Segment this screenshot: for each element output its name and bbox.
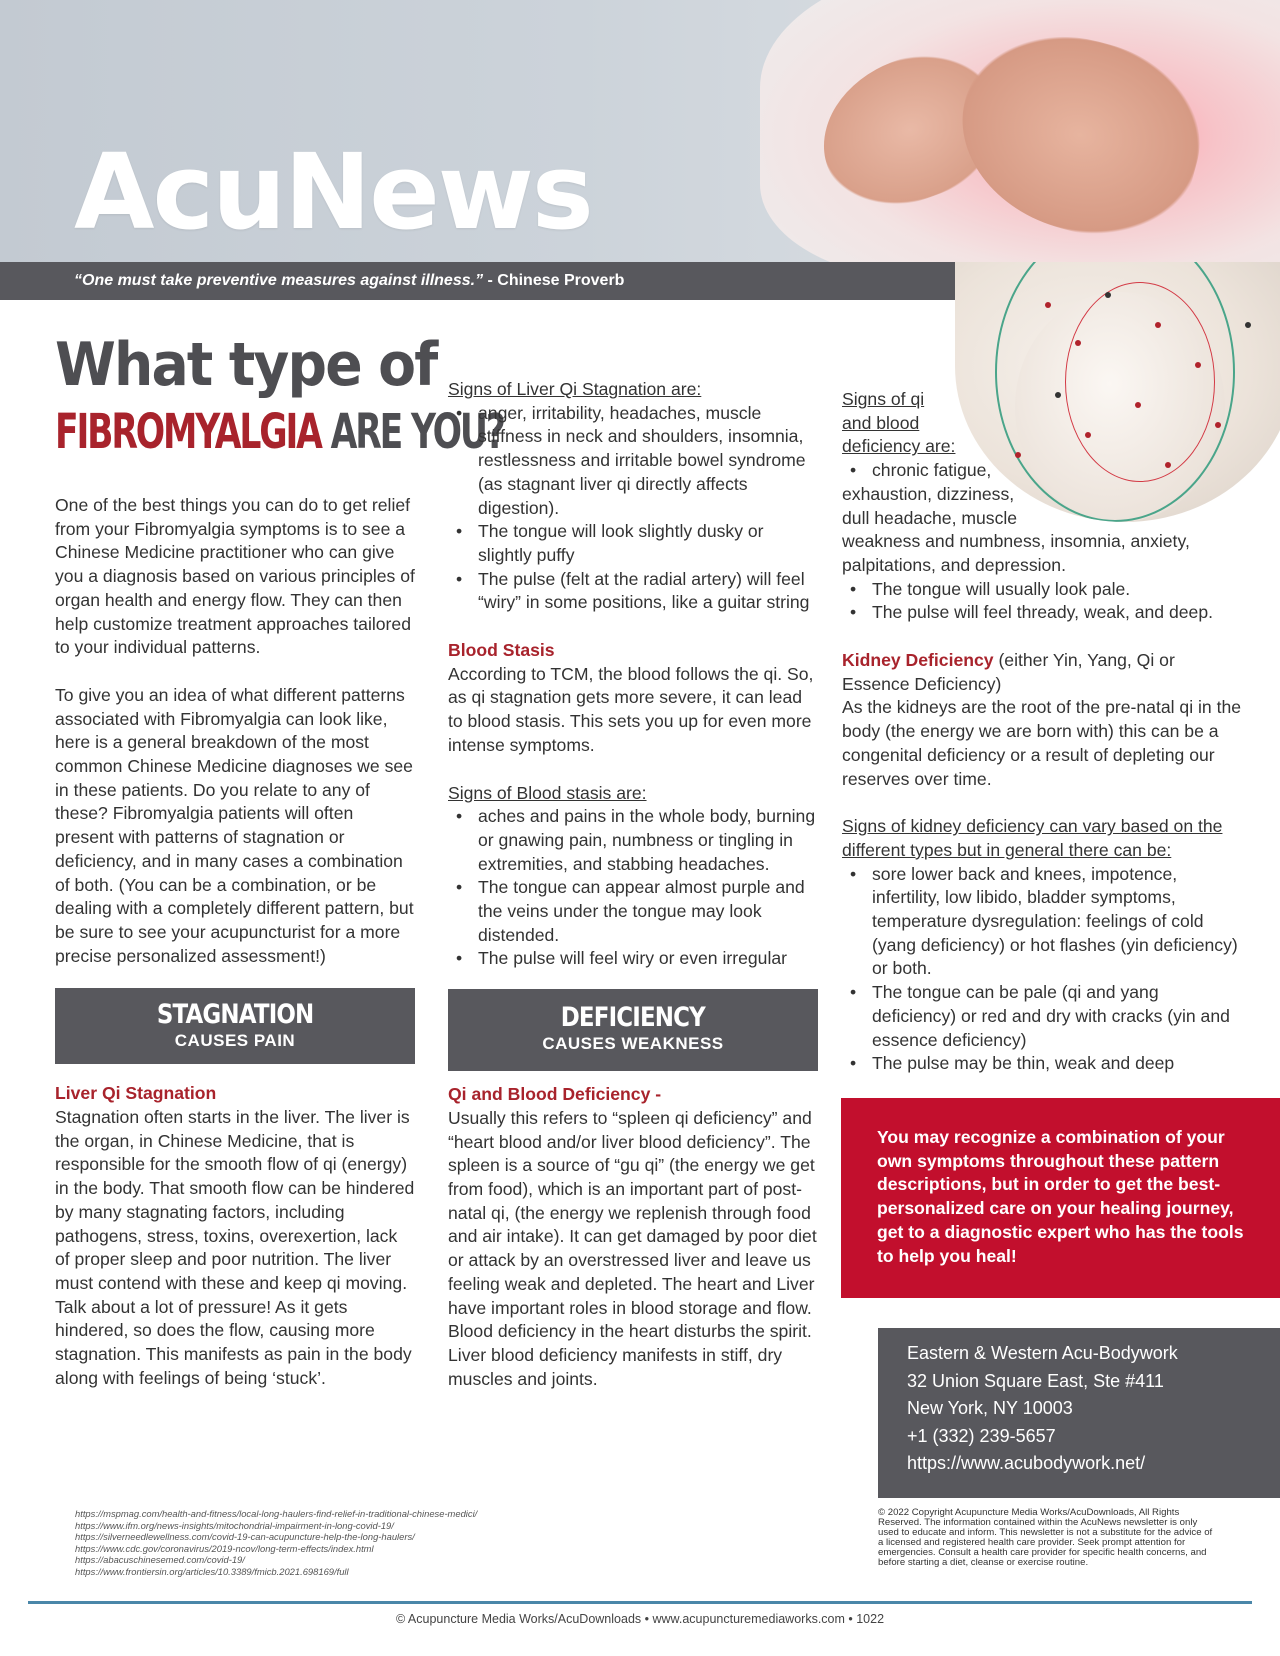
clinic-address-line1: 32 Union Square East, Ste #411 bbox=[907, 1370, 1164, 1391]
intro-paragraph-2: To give you an idea of what different patterns associated with Fibromyalgia can look like, here is a general breakdown of the most common Chinese Medicine diagnoses we see in these patients. Do you relate to any of these? Fibromyalgia patients will often present with patterns of stagnation or deficiency, and in many cases a combination of both. (You can be a combination, or be dealing with a completely different pattern, but be sure to see your acupuncturist for a more precise personalized assessment!) bbox=[55, 684, 414, 966]
hero-banner bbox=[0, 0, 1280, 262]
newsletter-title: AcuNews bbox=[74, 131, 592, 253]
footer-text: © Acupuncture Media Works/AcuDownloads • www.acupuncturemediaworks.com • 1022 bbox=[395, 1612, 885, 1626]
list-item: • aches and pains in the whole body, burning or gnawing pain, numbness or tingling in extremities, and stabbing headaches. bbox=[448, 805, 818, 876]
clinic-website-link[interactable]: https://www.acubodywork.net/ bbox=[907, 1453, 1146, 1473]
qi-blood-deficiency-body: Usually this refers to “spleen qi deficiency” and “heart blood and/or liver blood deficiency”. The spleen is a source of “gu qi” (the energy we get from food), which is an important part of post-natal qi, (the energy we replenish through food and air intake). It can get damaged by poor diet or attack by an overstressed liver and leave us feeling weak and depleted. The heart and Liver have important roles in blood storage and flow. Blood deficiency in the heart disturbs the spirit. Liver blood deficiency manifests in stiff, dry muscles and joints. bbox=[448, 1107, 817, 1389]
blood-stasis-body: According to TCM, the blood follows the qi. So, as qi stagnation gets more severe, it can lead to blood stasis. This sets you up for even more intense symptoms. bbox=[448, 663, 814, 755]
list-item: • The pulse may be thin, weak and deep bbox=[842, 1052, 1242, 1076]
column-right: Signs of qi and blood deficiency are: • chronic fatigue, exhaustion, dizziness, dull headache, muscle weakness and numbness, insomnia, anxiety, palpitations, and depression. • The tongue will usually look pale. • The pulse will feel thready, weak, and deep. Kidney Deficiency (either Yin, Yang, Qi or Essence Deficiency) As the kidneys are the root of the pre-natal qi in the body (the energy we are born with) this can be a congenital deficiency or a result of depleting our reserves over time. Signs of kidney deficiency can vary based on the different types but in general there can be: • sore lower back and knees, impotence, infertility, low libido, bladder symptoms, temperature dysregulation: feelings of cold (yang deficiency) or hot flashes (yin deficiency) or both. • The tongue can be pale (qi and yang deficiency) or red and dry with cracks (yin and essence deficiency) • The pulse may be thin, weak and deep bbox=[842, 388, 1242, 1076]
kidney-signs-heading: Signs of kidney deficiency can vary based on the different types but in general there can be: bbox=[842, 816, 1223, 860]
copyright-notice: © 2022 Copyright Acupuncture Media Works/AcuDownloads, All Rights Reserved. The information contained within the AcuNews newsletter is only used to educate and inform. This newsletter is not a substitute for the advice of a licensed and registered health care provider. Seek prompt attention for emergencies. Consult a health care provider for specific health concerns, and before starting a diet, cleanse or exercise routine. bbox=[878, 1507, 1213, 1568]
reference-link[interactable]: https://silverneedlewellness.com/covid-19-can-acupuncture-help-the-long-haulers/ bbox=[75, 1531, 415, 1542]
column-middle bbox=[448, 378, 818, 1391]
deficiency-banner: DEFICIENCY CAUSES WEAKNESS bbox=[448, 989, 818, 1071]
contact-box bbox=[878, 1328, 1280, 1498]
clinic-address-line2: New York, NY 10003 bbox=[907, 1398, 1073, 1418]
reference-link[interactable]: https://abacuschinesemed.com/covid-19/ bbox=[75, 1554, 245, 1565]
blood-stasis-heading: Blood Stasis bbox=[448, 640, 555, 661]
headline-line2: FIBROMYALGIA ARE YOU? bbox=[55, 404, 504, 460]
liver-qi-body: Stagnation often starts in the liver. The liver is the organ, in Chinese Medicine, that is responsible for the smooth flow of qi (energy) in the body. That smooth flow can be hindered by many stagnating factors, including pathogens, stress, toxins, overexertion, lack of proper sleep and poor nutrition. The liver must contend with these and keep qi moving. Talk about a lot of pressure! As it gets hindered, so does the flow, causing more stagnation. This manifests as pain in the body along with feelings of being ‘stuck’. bbox=[55, 1107, 415, 1388]
list-item: • The tongue can appear almost purple and the veins under the tongue may look distended. bbox=[448, 876, 818, 947]
blood-stasis-signs-heading: Signs of Blood stasis are: bbox=[448, 782, 647, 803]
list-item: • The tongue will look slightly dusky or slightly puffy bbox=[448, 520, 818, 567]
liver-qi-signs-list bbox=[448, 402, 818, 615]
reference-link[interactable]: https://mspmag.com/health-and-fitness/local-long-haulers-find-relief-in-traditional-chinese-medici/ bbox=[75, 1508, 478, 1519]
list-item: • The tongue will usually look pale. bbox=[842, 578, 1242, 602]
headline-line1: What type of bbox=[55, 330, 437, 400]
liver-qi-signs-heading: Signs of Liver Qi Stagnation are: bbox=[448, 379, 702, 399]
intro-paragraph-1: One of the best things you can do to get relief from your Fibromyalgia symptoms is to see a Chinese Medicine practitioner who can give you a diagnosis based on various principles of organ health and energy flow. They can then help customize treatment approaches tailored to your individual patterns. bbox=[55, 495, 415, 658]
call-to-action-box: You may recognize a combination of your own symptoms throughout these pattern descriptions, but in order to get the best-personalized care on your healing journey, get to a diagnostic expert who has the tools to help you heal! bbox=[841, 1098, 1280, 1298]
list-item: • chronic fatigue, bbox=[842, 459, 1242, 483]
qi-blood-signs-list bbox=[842, 459, 1242, 483]
kidney-deficiency-heading: Kidney Deficiency (either Yin, Yang, Qi or Essence Deficiency) bbox=[842, 650, 1175, 694]
qi-blood-signs-heading: Signs of qi and blood deficiency are: bbox=[842, 389, 956, 457]
list-item: • The pulse (felt at the radial artery) will feel “wiry” in some positions, like a guitar string bbox=[448, 568, 818, 615]
list-item: • sore lower back and knees, impotence, infertility, low libido, bladder symptoms, temperature dysregulation: feelings of cold (yang deficiency) or hot flashes (yin deficiency) or both. bbox=[842, 863, 1242, 982]
qi-blood-deficiency-heading: Qi and Blood Deficiency - bbox=[448, 1084, 662, 1105]
kidney-signs-list bbox=[842, 863, 1242, 1076]
clinic-name: Eastern & Western Acu-Bodywork bbox=[907, 1343, 1178, 1363]
list-item: • The pulse will feel wiry or even irregular bbox=[448, 947, 818, 971]
kidney-deficiency-body: As the kidneys are the root of the pre-natal qi in the body (the energy we are born with) this can be a congenital deficiency or a result of depleting our reserves over time. bbox=[842, 697, 1242, 789]
reference-link[interactable]: https://www.cdc.gov/coronavirus/2019-ncov/long-term-effects/index.html bbox=[75, 1542, 374, 1554]
stagnation-banner: STAGNATION CAUSES PAIN bbox=[55, 988, 415, 1064]
list-item: • The tongue can be pale (qi and yang deficiency) or red and dry with cracks (yin and essence deficiency) bbox=[842, 981, 1242, 1052]
proverb-quote: “One must take preventive measures against illness.” - Chinese Proverb bbox=[74, 272, 625, 289]
clinic-phone[interactable]: +1 (332) 239-5657 bbox=[907, 1425, 1056, 1446]
list-item: • The pulse will feel thready, weak, and deep. bbox=[842, 601, 1242, 625]
reference-link[interactable]: https://www.ifm.org/news-insights/mitochondrial-impairment-in-long-covid-19/ bbox=[75, 1519, 394, 1531]
blood-stasis-signs-list bbox=[448, 805, 818, 971]
list-item: • anger, irritability, headaches, muscle stiffness in neck and shoulders, insomnia, restlessness and irritable bowel syndrome (as stagnant liver qi directly affects digestion). bbox=[448, 402, 818, 521]
reference-link[interactable]: https://www.frontiersin.org/articles/10.3389/fmicb.2021.698169/full bbox=[75, 1565, 349, 1577]
liver-qi-heading: Liver Qi Stagnation bbox=[55, 1083, 217, 1104]
references-list bbox=[75, 1508, 595, 1577]
footer-divider bbox=[28, 1601, 1252, 1604]
